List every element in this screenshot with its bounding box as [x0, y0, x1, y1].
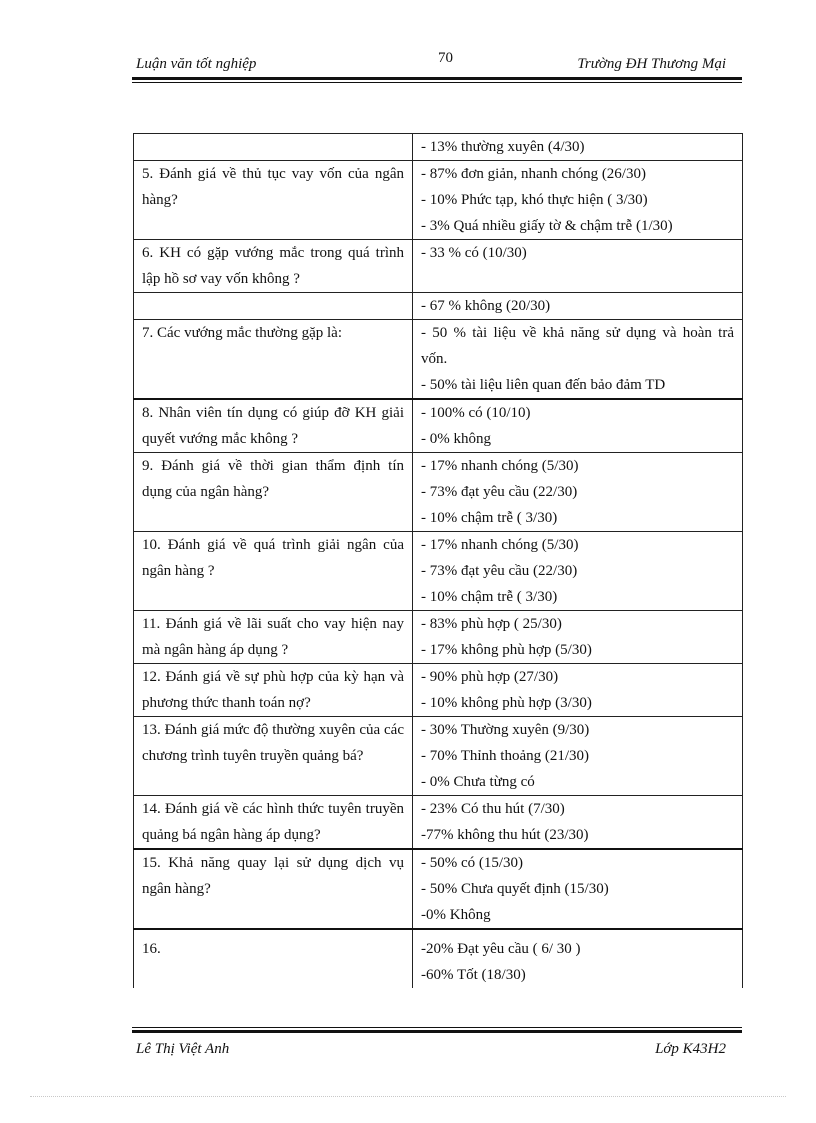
question-cell: 13. Đánh giá mức độ thường xuyên của các chương trình tuyên truyền quảng bá?: [134, 717, 413, 796]
question-cell: 15. Khả năng quay lại sử dụng dịch vụ ngân hàng?: [134, 849, 413, 929]
answer-line: - 23% Có thu hút (7/30): [421, 801, 565, 817]
page-bottom-divider: [30, 1096, 786, 1097]
table-row: [134, 611, 743, 664]
answer-line: - 70% Thỉnh thoảng (21/30): [421, 748, 590, 764]
answer-cell: [413, 929, 743, 988]
answer-cell: [413, 532, 743, 611]
footer-author: Lê Thị Việt Anh: [136, 1041, 230, 1057]
question-cell: 14. Đánh giá về các hình thức tuyên truyền quảng bá ngân hàng áp dụng?: [134, 796, 413, 850]
answer-cell: [413, 240, 743, 293]
question-cell: 16.: [134, 929, 413, 988]
answer-line: - 83% phù hợp ( 25/30): [421, 616, 562, 632]
answer-line: - 100% có (10/10): [421, 405, 531, 421]
answer-line: - 50 % tài liệu về khả năng sử dụng và hoàn trả vốn.: [421, 325, 734, 367]
answer-cell: [413, 849, 743, 929]
answer-line: - 73% đạt yêu cầu (22/30): [421, 484, 578, 500]
question-cell: [134, 293, 413, 320]
answer-line: - 10% chậm trễ ( 3/30): [421, 510, 558, 526]
table-row: [134, 240, 743, 293]
question-cell: 11. Đánh giá về lãi suất cho vay hiện nay mà ngân hàng áp dụng ?: [134, 611, 413, 664]
answer-line: -0% Không: [421, 907, 491, 923]
question-cell: 8. Nhân viên tín dụng có giúp đỡ KH giải quyết vướng mắc không ?: [134, 399, 413, 453]
survey-results-table: [133, 133, 743, 988]
table-row: [134, 161, 743, 240]
answer-line: - 50% tài liệu liên quan đến bảo đảm TD: [421, 377, 666, 393]
answer-cell: [413, 320, 743, 400]
question-cell: 9. Đánh giá về thời gian thẩm định tín dụng của ngân hàng?: [134, 453, 413, 532]
question-cell: 12. Đánh giá về sự phù hợp của kỳ hạn và phương thức thanh toán nợ?: [134, 664, 413, 717]
answer-cell: [413, 293, 743, 320]
table-row: [134, 717, 743, 796]
answer-line: -77% không thu hút (23/30): [421, 827, 589, 843]
footer-rule-thin: [132, 1027, 742, 1028]
answer-line: - 50% có (15/30): [421, 855, 524, 871]
answer-line: - 10% chậm trễ ( 3/30): [421, 589, 558, 605]
question-cell: 6. KH có gặp vướng mắc trong quá trình lập hồ sơ vay vốn không ?: [134, 240, 413, 293]
question-cell: 10. Đánh giá về quá trình giải ngân của ngân hàng ?: [134, 532, 413, 611]
answer-cell: [413, 399, 743, 453]
answer-line: -60% Tốt (18/30): [421, 967, 526, 983]
answer-cell: [413, 611, 743, 664]
header-rule-thick: [132, 77, 742, 80]
answer-line: - 13% thường xuyên (4/30): [421, 139, 585, 155]
answer-line: - 17% nhanh chóng (5/30): [421, 537, 579, 553]
table-row: [134, 453, 743, 532]
footer-rule-thick: [132, 1030, 742, 1033]
table-row: [134, 796, 743, 850]
answer-line: -20% Đạt yêu cầu ( 6/ 30 ): [421, 941, 581, 957]
answer-cell: [413, 664, 743, 717]
table-row: [134, 320, 743, 400]
answer-line: - 30% Thường xuyên (9/30): [421, 722, 590, 738]
answer-line: - 3% Quá nhiều giấy tờ & chậm trễ (1/30): [421, 218, 673, 234]
answer-line: - 17% nhanh chóng (5/30): [421, 458, 579, 474]
answer-cell: [413, 161, 743, 240]
header-rule-thin: [132, 82, 742, 83]
answer-cell: [413, 796, 743, 850]
answer-cell: [413, 453, 743, 532]
table-row: [134, 293, 743, 320]
page-number: 70: [438, 50, 453, 66]
question-cell: [134, 134, 413, 161]
answer-line: - 87% đơn giản, nhanh chóng (26/30): [421, 166, 646, 182]
question-cell: 7. Các vướng mắc thường gặp là:: [134, 320, 413, 400]
answer-line: - 10% Phức tạp, khó thực hiện ( 3/30): [421, 192, 648, 208]
answer-line: - 10% không phù hợp (3/30): [421, 695, 592, 711]
question-cell: 5. Đánh giá về thủ tục vay vốn của ngân hàng?: [134, 161, 413, 240]
footer-class: Lớp K43H2: [655, 1041, 726, 1057]
table-row: [134, 532, 743, 611]
answer-line: - 33 % có (10/30): [421, 245, 527, 261]
answer-line: - 50% Chưa quyết định (15/30): [421, 881, 609, 897]
answer-line: - 73% đạt yêu cầu (22/30): [421, 563, 578, 579]
answer-line: - 17% không phù hợp (5/30): [421, 642, 592, 658]
header-title-left: Luận văn tốt nghiệp: [136, 56, 257, 72]
table-row: [134, 664, 743, 717]
header-title-right: Trường ĐH Thương Mại: [577, 56, 726, 72]
table-row: [134, 929, 743, 988]
answer-line: - 67 % không (20/30): [421, 298, 551, 314]
table-row: [134, 134, 743, 161]
answer-cell: [413, 134, 743, 161]
answer-line: - 0% không: [421, 431, 491, 447]
answer-line: - 90% phù hợp (27/30): [421, 669, 559, 685]
table-row: [134, 849, 743, 929]
answer-cell: [413, 717, 743, 796]
answer-line: - 0% Chưa từng có: [421, 774, 535, 790]
table-row: [134, 399, 743, 453]
